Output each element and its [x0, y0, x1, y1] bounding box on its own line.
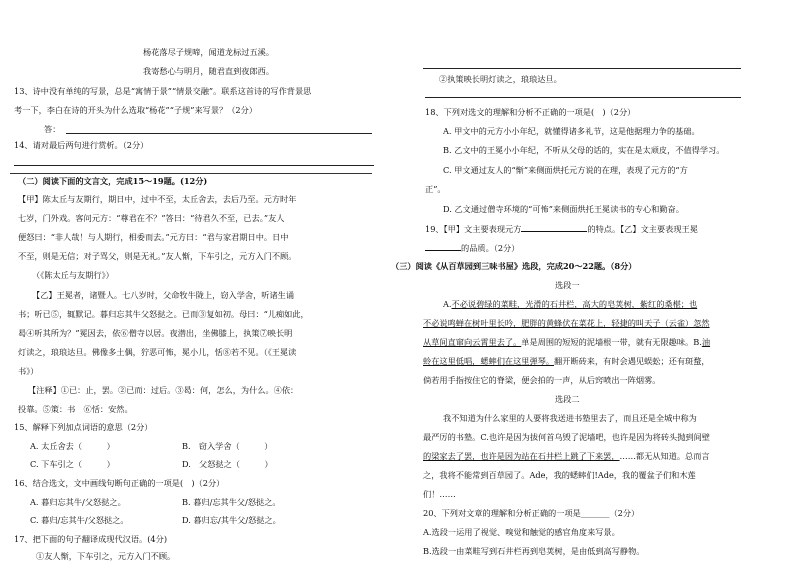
question-16: 16、结合选文，文中画线句断句正确的一项是( )（2分）	[14, 478, 225, 488]
question-15: 15、解释下列加点词语的意思（2分）	[14, 422, 153, 432]
plain-sentence-3: ……都无从知道。总而言	[619, 451, 710, 461]
passage-yi-line-2: 书；听已⑤，辄默记。暮归忘其牛父怒挞之。已而③复如初。母曰：“儿痴如此，	[18, 309, 309, 319]
question-18: 18、下列对选文的理解和分析不正确的一项是( )（2分）	[425, 107, 636, 117]
question-19-line-2	[425, 241, 519, 255]
underlined-sentence-c: 的梁家去了罢，也许是因为站在石井栏上跳了下来罢，	[423, 451, 620, 461]
question-17-sentence-2: ②执策映长明灯读之，琅琅达旦。	[439, 74, 562, 84]
excerpt-2-title: 选段二	[555, 394, 580, 404]
section-2-title: （二）阅读下面的文言文，完成15～19题。(12分)	[18, 176, 208, 186]
question-16-option-b[interactable]: B. 暮归/忘其牛父/怒挞之。	[182, 497, 281, 507]
answer-line-17-1[interactable]	[423, 68, 741, 69]
excerpt-2-line-2: 最严厉的书塾。C.也许是因为拔何首乌毁了泥墙吧，也许是因为将砖头抛到间壁	[423, 432, 710, 442]
question-18-option-d[interactable]: D. 乙文通过僧寺环境的“可怖”来侧面烘托王冕读书的专心和勤奋。	[443, 204, 684, 214]
question-20-option-b[interactable]: B.选段一由菜畦写到石井栏再到皂荚树，是由低到高写静物。	[423, 546, 645, 556]
question-16-option-a[interactable]: A. 暮归忘其牛/父怒挞之。	[30, 497, 126, 507]
excerpt-2-line-3	[423, 450, 710, 463]
excerpt-2-line-1: 我不知道为什么家里的人要将我送进书塾里去了，而且还是全城中称为	[443, 413, 697, 423]
question-16-option-d[interactable]: D. 暮归忘/其牛父/怒挞之。	[182, 515, 281, 525]
answer-blank-19-1[interactable]	[521, 222, 587, 232]
excerpt-1-line-4	[423, 355, 710, 368]
underlined-sentence-a: 不必说碧绿的菜畦，光滑的石井栏，高大的皂荚树，紫红的桑椹；也	[451, 299, 698, 309]
question-18-option-c-line-2: 正”。	[425, 184, 446, 194]
question-14: 14、请对最后两句进行赏析。（2分）	[14, 140, 149, 150]
underlined-sentence-a-end: 从草间直窜向云霄里去了。	[423, 337, 522, 347]
question-15-option-b: B. 窃入学舍（ ）	[182, 441, 273, 451]
excerpt-2-line-5: 们！……	[423, 489, 456, 499]
answer-line-14[interactable]	[14, 165, 374, 166]
poem-line-1: 杨花落尽子规啼，闻道龙标过五溪。	[143, 47, 275, 57]
answer-line-17-2[interactable]	[425, 97, 741, 98]
underlined-sentence-b-start: 油	[701, 337, 711, 347]
question-17-sentence-1: ①友人惭，下车引之，元方入门不顾。	[36, 551, 176, 561]
underlined-sentence-b: 蛉在这里低唱，蟋蟀们在这里弹琴。	[423, 356, 555, 366]
passage-jia-line-3: 便怒曰：“非人哉！与人期行，相委而去。”元方曰：“君与家君期日中。日中	[18, 232, 289, 242]
question-15-option-c: C. 下车引之（ ）	[30, 459, 115, 469]
question-18-option-a[interactable]: A. 甲文中的元方小小年纪，就懂得诸多礼节，这是他据理力争的基础。	[443, 126, 700, 136]
marker-a: A.	[443, 299, 452, 309]
excerpt-1-line-3	[423, 336, 710, 349]
excerpt-2-line-4: 之，我将不能常到百草园了。Ade，我的蟋蟀们!Ade，我的覆盆子们和木莲	[423, 470, 696, 480]
poem-line-2: 我寄愁心与明月，随君直到夜郎西。	[143, 66, 275, 76]
question-19	[425, 222, 698, 236]
passage-yi-line-3: 曷④听其所为？”冕因去，依⑥僧寺以居。夜潜出，坐佛膝上，执策⑦映长明	[18, 328, 293, 338]
question-13-line-2: 考一下，李白在诗的开头为什么选取“杨花”“子规”来写景？（2分）	[14, 105, 258, 115]
passage-yi-line-5: 书》）	[18, 366, 39, 376]
question-19-part-2: 的特点。【乙】文主要表现王冕	[587, 224, 698, 234]
question-13-answer-label: 答：	[44, 124, 61, 134]
question-16-option-c[interactable]: C. 暮归/忘其牛/父怒挞之。	[30, 515, 129, 525]
question-13-line-1: 13、诗中没有单纯的写景，总是“寓情于景”“情景交融”。联系这首诗的写作背景思	[14, 86, 312, 96]
question-18-option-b[interactable]: B. 乙文中的王冕小小年纪，不听从父母的话的，实在是太顽皮，不值得学习。	[443, 145, 725, 155]
excerpt-1-line-1	[443, 298, 697, 311]
passage-jia-line-1: 【甲】陈太丘与友期行，期日中，过中不至，太丘舍去，去后乃至。元方时年	[18, 194, 297, 204]
question-17: 17、把下面的句子翻译成现代汉语。(4分)	[14, 534, 168, 544]
question-19-part-3: 的品质。（2分）	[461, 243, 520, 253]
question-20: 20、下列对文章的理解和分析正确的一项是_______（2分）	[423, 508, 640, 518]
passage-yi-line-1: 【乙】王冕者，诸暨人。七八岁时，父命牧牛陇上，窃入学舍，听诸生诵	[32, 290, 295, 300]
question-19-part-1: 19、【甲】文主要表现元方	[425, 224, 522, 234]
marker-b: B.	[693, 337, 702, 347]
passage-yi-line-4: 灯读之，琅琅达旦。佛像多土偶，狞恶可怖，冕小儿，恬⑧若不见。（《王冕读	[18, 347, 297, 357]
question-15-option-d: D. 父怒挞之（ ）	[182, 459, 273, 469]
plain-sentence-2: 翻开断砖来，有时会遇见蜈蚣；还有斑蝥，	[554, 356, 710, 366]
excerpt-1-title: 选段一	[555, 280, 580, 290]
passage-jia-source: （《陈太丘与友期行》）	[32, 270, 114, 280]
passage-jia-line-2: 七岁，门外戏。客问元方：“尊君在不？”答曰：“待君久不至，已去。”友人	[18, 213, 285, 223]
passage-jia-line-4: 不至，则是无信；对子骂父，则是无礼。”友人惭，下车引之，元方入门不顾。	[18, 251, 297, 261]
question-18-option-c-line-1[interactable]: C. 甲文通过友人的“惭”来侧面烘托元方说的在理，表现了元方的“方	[443, 165, 688, 175]
question-20-option-a[interactable]: A.选段一运用了视觉、嗅觉和触觉的感官角度来写景。	[423, 527, 620, 537]
notes-line-1: 【注释】①已：止，罢。②已而：过后。③曷：何，怎么，为什么。④依：	[28, 385, 299, 395]
answer-line-13[interactable]	[66, 133, 372, 134]
excerpt-1-line-2: 不必说鸣蝉在树叶里长吟，肥胖的黄蜂伏在菜花上，轻捷的叫天子（云雀）忽然	[423, 318, 710, 328]
question-15-option-a: A. 太丘舍去（ ）	[30, 441, 115, 451]
answer-blank-19-2[interactable]	[425, 241, 461, 251]
plain-sentence: 单是周围的短短的泥墙根一带，就有无限趣味。	[521, 337, 694, 347]
notes-line-2: 投靠。⑤策：书 ⑥恬：安然。	[18, 404, 133, 414]
section-3-title: （三）阅读《从百草园到三味书屋》选段，完成20～22题。（8分）	[391, 261, 637, 271]
excerpt-1-line-5: 倘若用手指按住它的脊梁，便会拍的一声，从后窍喷出一阵烟雾。	[423, 375, 661, 385]
